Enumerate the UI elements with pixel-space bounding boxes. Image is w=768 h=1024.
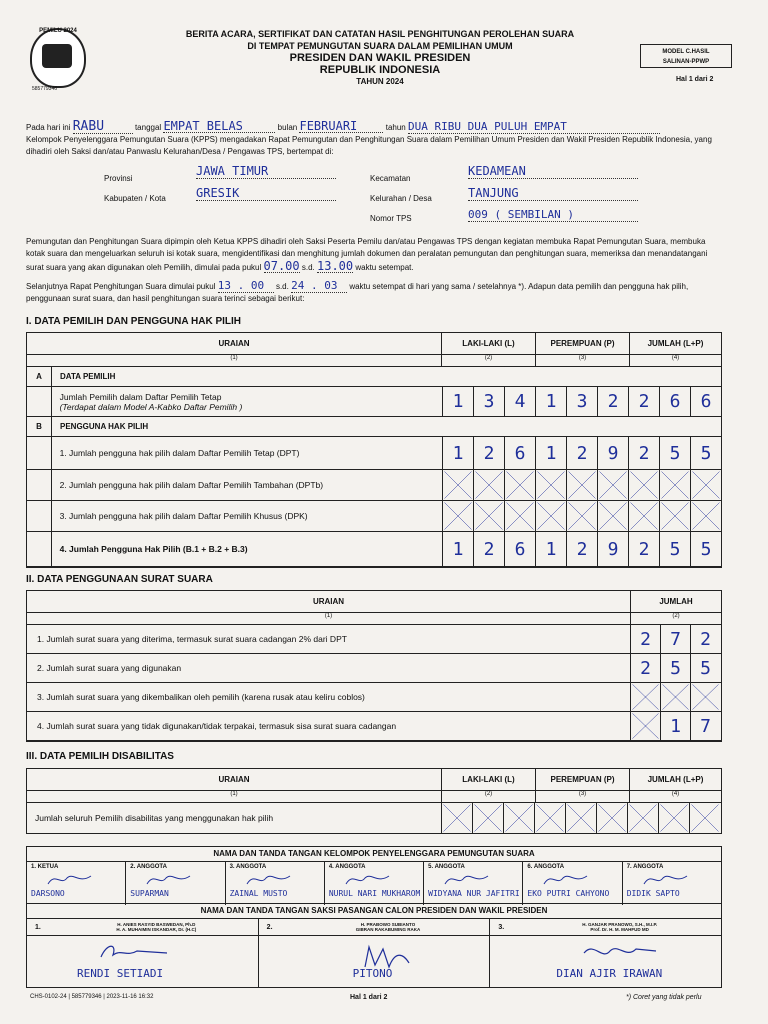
row-b4-p-digit: 9 [597, 532, 628, 566]
tahun-value: DUA RIBU DUA PULUH EMPAT [408, 121, 660, 134]
strike-x-icon [659, 803, 689, 833]
kpps-member [523, 862, 622, 905]
strike-x-icon [660, 501, 690, 531]
row-a1-jumlah [628, 387, 721, 416]
saksi-row [27, 919, 721, 988]
ss-row-3-jumlah [630, 683, 721, 711]
kpps-role: 1. KETUA [31, 864, 59, 870]
row-a1-p-digit: 3 [566, 387, 597, 416]
row-a1-text-2: (Terdapat dalam Model A-Kabko Daftar Pemilih ) [59, 401, 243, 412]
s3-col-uraian: URAIAN [218, 775, 250, 784]
num-1: (1) [230, 355, 238, 361]
s3-num-1: (1) [230, 791, 238, 797]
strike-x-icon [691, 470, 721, 500]
page-indicator: Hal 1 dari 2 [676, 76, 714, 83]
s2-col-uraian: URAIAN [312, 597, 345, 606]
kpps-member [424, 862, 523, 905]
disabilitas-perempuan [534, 803, 627, 833]
kpps-role: 6. ANGGOTA [527, 864, 565, 870]
document-title [140, 28, 620, 88]
col-perempuan: PEREMPUAN (P) [535, 333, 629, 354]
ss-row-2 [27, 654, 721, 683]
section2-number-row [27, 613, 721, 625]
model-line-1: MODEL C.HASIL [662, 49, 710, 55]
disabilitas-laki [441, 803, 534, 833]
provinsi-value: JAWA TIMUR [196, 164, 336, 179]
ss-row-1-digit: 2 [630, 625, 660, 653]
row-b2 [27, 470, 721, 501]
row-b2-laki [442, 470, 535, 500]
saksi-2-signer: PITONO [352, 967, 393, 980]
row-b1-p-digit: 2 [566, 437, 597, 469]
col-laki: LAKI-LAKI (L) [441, 333, 535, 354]
row-a1-l-digit: 3 [473, 387, 504, 416]
ss-row-2-label: 2. Jumlah surat suara yang digunakan [37, 663, 182, 673]
kecamatan-value: KEDAMEAN [468, 164, 638, 179]
section2-title: II. DATA PENGGUNAAN SURAT SUARA [26, 574, 213, 585]
strike-x-icon [598, 470, 628, 500]
s3-col-jumlah: JUMLAH (L+P) [629, 769, 721, 790]
kpps-name: NURUL NARI MUKHAROM [328, 890, 421, 898]
section3-title: III. DATA PEMILIH DISABILITAS [26, 751, 174, 762]
strike-x-icon [691, 683, 720, 711]
rapat-paragraph [26, 236, 726, 274]
row-b4-l-digit: 6 [504, 532, 535, 566]
strike-x-icon [597, 803, 627, 833]
saksi-1-signer: RENDI SETIADI [77, 967, 164, 980]
kpps-signature [541, 870, 591, 888]
ss-row-2-digit: 5 [690, 654, 720, 682]
s3-num-3: (3) [535, 791, 629, 802]
group-b-title: PENGGUNA HAK PILIH [60, 422, 149, 431]
footer-code: CHS-0102-24 | 585779346 | 2023-11-16 16:32 [30, 994, 154, 1000]
kpps-name: ZAINAL MUSTO [229, 890, 288, 898]
row-b1-label [52, 437, 442, 469]
kpps-signature [442, 870, 492, 888]
section2-header-row [27, 591, 721, 613]
row-b1-l-digit: 1 [442, 437, 473, 469]
bulan-value: FEBRUARI [299, 120, 383, 133]
kpps-name: DIDIK SAPTO [626, 890, 680, 898]
kpps-role: 2. ANGGOTA [130, 864, 167, 870]
kecamatan-label: Kecamatan [370, 174, 411, 183]
strike-x-icon [660, 470, 690, 500]
strike-x-icon [629, 501, 659, 531]
row-b1-l-digit: 2 [473, 437, 504, 469]
group-a-letter: A [27, 367, 52, 386]
row-b4-p-digit: 1 [535, 532, 566, 566]
section3-table [26, 768, 722, 834]
start-time: 07.00 [263, 259, 300, 273]
title-line-3: PRESIDEN DAN WAKIL PRESIDEN [289, 52, 471, 64]
strike-x-icon [474, 470, 504, 500]
kpps-signature [244, 870, 294, 888]
kpps-name: WIDYANA NUR JAFITRI [428, 890, 520, 898]
col-uraian: URAIAN [218, 339, 250, 348]
intro-text: Kelompok Penyelenggara Pemungutan Suara (KPPS) mengadakan Rapat Pemungutan dan Penghitungan Suara dalam Pemilihan Umum Presiden dan Wakil Presiden Republik Indonesia, yang dihadiri oleh Saksi dan/atau Panwaslu Kelurahan/Desa / Pengawas TPS, bertempat di: [26, 135, 712, 156]
strike-x-icon [629, 470, 659, 500]
kpps-signature [45, 870, 95, 888]
row-b3-j-crossed-cell [628, 501, 659, 531]
saksi-2 [259, 919, 491, 988]
strike-x-icon [536, 501, 566, 531]
row-b3-laki [442, 501, 535, 531]
kpps-role: 7. ANGGOTA [626, 864, 664, 870]
row-b3-l-crossed-cell [442, 501, 473, 531]
row-b4-l-digit: 2 [473, 532, 504, 566]
kpps-name: EKO PUTRI CAHYONO [527, 890, 610, 898]
row-b4-j-digit: 5 [659, 532, 690, 566]
ss-row-4-label: 4. Jumlah surat suara yang tidak digunakan/tidak terpakai, termasuk sisa surat suara cadangan [37, 721, 397, 731]
strike-x-icon [442, 803, 472, 833]
row-b1-j-digit: 5 [659, 437, 690, 469]
row-a1-j-digit: 2 [628, 387, 659, 416]
group-a [27, 367, 721, 387]
row-b3-l-crossed-cell [504, 501, 535, 531]
dis-p-crossed-cell [596, 803, 627, 833]
count-end-time: 24 . 03 [291, 280, 347, 293]
row-b3-text-1: 3. Jumlah pengguna hak pilih dalam Daftar Pemilih Khusus (DPK) [59, 511, 308, 521]
row-a1-l-digit: 1 [442, 387, 473, 416]
ss-row-2-jumlah [630, 654, 721, 682]
dis-j-crossed-cell [658, 803, 689, 833]
s3-col-perempuan: PEREMPUAN (P) [535, 769, 629, 790]
dis-j-crossed-cell [689, 803, 720, 833]
strike-x-icon [567, 501, 597, 531]
ballot-box-icon [42, 44, 72, 68]
model-line-2: SALINAN-PPWP [662, 59, 710, 65]
sd-label-2: s.d. [275, 282, 289, 291]
dis-p-crossed-cell [565, 803, 596, 833]
kpu-logo [30, 28, 86, 88]
rapat-text: Pemungutan dan Penghitungan Suara dipimpin oleh Ketua KPPS dihadiri oleh Saksi Peserta Pemilu dan/atau Pengawas TPS dengan kegiatan membuka Rapat Pemungutan Suara, membuka kotak suara dan mengeluarkan seluruh isi kotak suara, mengidentifikasi dan menghitung jumlah dokumen dan peralatan pemungutan dan penghitungan suara, memeriksa dan menandatangani surat suara yang akan digunakan oleh Pemilih, dimulai pada pukul [26, 237, 708, 272]
num-4: (4) [629, 355, 721, 366]
kelurahan-value: TANJUNG [468, 186, 638, 201]
ss-row-4-digit: 7 [690, 712, 720, 740]
strike-x-icon [690, 803, 720, 833]
strike-x-icon [631, 712, 660, 740]
strike-x-icon [567, 470, 597, 500]
saksi-3-signer: DIAN AJIR IRAWAN [556, 967, 663, 980]
kpps-signature [144, 870, 194, 888]
row-b3 [27, 501, 721, 532]
row-b2-p-crossed-cell [566, 470, 597, 500]
strike-x-icon [566, 803, 596, 833]
tanggal-label: tanggal [134, 123, 162, 132]
saksi-signature-box [26, 904, 722, 988]
waktu-label: waktu setempat. [355, 263, 414, 272]
count-start-label: Selanjutnya Rapat Penghitungan Suara dimulai pukul [26, 282, 216, 291]
section2-table [26, 590, 722, 742]
row-b1 [27, 437, 721, 470]
group-b-letter: B [27, 417, 52, 436]
section3-header-row [27, 769, 721, 791]
dis-l-crossed-cell [472, 803, 503, 833]
row-b2-l-crossed-cell [473, 470, 504, 500]
saksi-3-names: H. GANJAR PRANOWO, S.H., M.I.P. Prof. Dr. H. M. MAHFUD MD [582, 922, 658, 932]
footer-note: *) Coret yang tidak perlu [626, 994, 702, 1001]
row-a1-l-digit: 4 [504, 387, 535, 416]
row-b4-j-digit: 2 [628, 532, 659, 566]
provinsi-label: Provinsi [104, 174, 133, 183]
saksi-1-no: 1. [35, 923, 41, 931]
title-line-2: DI TEMPAT PEMUNGUTAN SUARA DALAM PEMILIHAN UMUM [247, 41, 513, 51]
row-b1-perempuan [535, 437, 628, 469]
kpps-name: SUPARMAN [130, 890, 169, 898]
ss-row-4-crossed-cell [630, 712, 660, 740]
s2-num-2: (2) [630, 613, 721, 624]
num-3: (3) [535, 355, 629, 366]
row-b3-jumlah [628, 501, 721, 531]
kpps-member [126, 862, 225, 905]
strike-x-icon [535, 803, 565, 833]
title-line-1: BERITA ACARA, SERTIFIKAT DAN CATATAN HASIL PENGHITUNGAN PEROLEHAN SUARA [185, 29, 575, 39]
kabupaten-label: Kabupaten / Kota [104, 194, 166, 203]
saksi-2-no: 2. [266, 923, 273, 931]
saksi-1-signature [97, 939, 177, 965]
kpps-role: 5. ANGGOTA [428, 864, 465, 870]
saksi-2-names: H. PRABOWO SUBIANTO GIBRAN RAKABUMING RAKA [355, 922, 421, 932]
strike-x-icon [536, 470, 566, 500]
row-a1-perempuan [535, 387, 628, 416]
ss-row-1-digit: 7 [660, 625, 690, 653]
kpps-member [27, 862, 126, 905]
count-start-time: 13 . 00 [218, 280, 274, 293]
strike-x-icon [631, 683, 660, 711]
row-a1 [27, 387, 721, 417]
dis-p-crossed-cell [534, 803, 565, 833]
row-b3-l-crossed-cell [473, 501, 504, 531]
ss-row-2-digit: 2 [630, 654, 660, 682]
ss-row-4 [27, 712, 721, 741]
kpps-role: 4. ANGGOTA [328, 864, 366, 870]
kpps-member [325, 862, 424, 905]
row-b2-p-crossed-cell [597, 470, 628, 500]
count-end-text: waktu setempat di hari yang sama / setelahnya *). Adapun data pemilih dan pengguna hak pilih, penggunaan surat suara, dan hasil penghitungan suara terinci sebagai berikut: [26, 282, 689, 303]
pada-hari-label: Pada hari ini [26, 123, 71, 132]
kpps-title: NAMA DAN TANDA TANGAN KELOMPOK PENYELENGGARA PEMUNGUTAN SUARA [27, 847, 721, 862]
dis-l-crossed-cell [503, 803, 534, 833]
group-a-title: DATA PEMILIH [60, 372, 116, 381]
row-b2-l-crossed-cell [504, 470, 535, 500]
row-a1-p-digit: 2 [597, 387, 628, 416]
kpps-name: DARSONO [31, 890, 65, 898]
end-time: 13.00 [317, 259, 354, 273]
strike-x-icon [505, 501, 535, 531]
kpps-role: 3. ANGGOTA [229, 864, 267, 870]
bulan-label: bulan [277, 123, 298, 132]
ss-row-4-jumlah [630, 712, 721, 740]
ss-row-2-digit: 5 [660, 654, 690, 682]
section1-table [26, 332, 722, 568]
row-b3-p-crossed-cell [535, 501, 566, 531]
disabilitas-label: Jumlah seluruh Pemilih disabilitas yang menggunakan hak pilih [35, 813, 274, 823]
saksi-3-signature [580, 939, 660, 965]
row-b4-p-digit: 2 [566, 532, 597, 566]
kpps-signature [641, 870, 691, 888]
row-b4-laki [442, 532, 535, 566]
col-jumlah: JUMLAH (L+P) [629, 333, 721, 354]
row-b4-text-1: 4. Jumlah Pengguna Hak Pilih (B.1 + B.2 + B.3) [59, 544, 248, 554]
row-b2-j-crossed-cell [659, 470, 690, 500]
row-b3-p-crossed-cell [597, 501, 628, 531]
row-b2-j-crossed-cell [628, 470, 659, 500]
strike-x-icon [505, 470, 535, 500]
row-b1-jumlah [628, 437, 721, 469]
strike-x-icon [691, 501, 721, 531]
row-b3-perempuan [535, 501, 628, 531]
ss-row-3-crossed-cell [630, 683, 660, 711]
row-b2-label [52, 470, 442, 500]
group-b [27, 417, 721, 437]
row-b1-laki [442, 437, 535, 469]
strike-x-icon [598, 501, 628, 531]
strike-x-icon [473, 803, 503, 833]
section3-number-row [27, 791, 721, 803]
ss-row-1-digit: 2 [690, 625, 720, 653]
footer-page: Hal 1 dari 2 [350, 994, 388, 1001]
dis-l-crossed-cell [441, 803, 472, 833]
s2-col-jumlah: JUMLAH [630, 591, 721, 612]
row-b1-p-digit: 1 [535, 437, 566, 469]
row-b1-text-1: 1. Jumlah pengguna hak pilih dalam Daftar Pemilih Tetap (DPT) [59, 448, 300, 458]
row-b4-j-digit: 5 [690, 532, 721, 566]
ss-row-1-jumlah [630, 625, 721, 653]
ss-row-3-crossed-cell [660, 683, 690, 711]
kpps-member [623, 862, 721, 905]
s3-num-2: (2) [441, 791, 535, 802]
ss-row-3-crossed-cell [690, 683, 720, 711]
row-a1-p-digit: 1 [535, 387, 566, 416]
intro-date-line [26, 120, 726, 134]
saksi-1 [27, 919, 259, 988]
s3-col-laki: LAKI-LAKI (L) [441, 769, 535, 790]
num-2: (2) [441, 355, 535, 366]
tps-value: 009 ( SEMBILAN ) [468, 208, 638, 222]
row-a1-text-1: Jumlah Pemilih dalam Daftar Pemilih Tetap [59, 391, 222, 402]
penghitungan-paragraph [26, 280, 726, 305]
saksi-3 [490, 919, 721, 988]
ss-row-4-digit: 1 [660, 712, 690, 740]
hari-value: RABU [73, 121, 133, 134]
row-b4-label [52, 532, 442, 566]
saksi-1-names: H. ANIES RASYID BASWEDAN, Ph.D H. A. MUHAIMIN ISKANDAR, Dr. (H.C) [116, 922, 197, 932]
kpps-members [27, 862, 721, 905]
row-b1-l-digit: 6 [504, 437, 535, 469]
dis-j-crossed-cell [627, 803, 658, 833]
section1-number-row [27, 355, 721, 367]
row-b3-p-crossed-cell [566, 501, 597, 531]
ss-row-3-label: 3. Jumlah surat suara yang dikembalikan oleh pemilih (karena rusak atau keliru coblos) [37, 692, 365, 702]
ss-row-1-label: 1. Jumlah surat suara yang diterima, termasuk surat suara cadangan 2% dari DPT [37, 634, 347, 644]
row-b3-label [52, 501, 442, 531]
ss-row-1 [27, 625, 721, 654]
section1-title: I. DATA PEMILIH DAN PENGGUNA HAK PILIH [26, 316, 241, 327]
tahun-label: tahun [385, 123, 406, 132]
strike-x-icon [504, 803, 534, 833]
row-a1-laki [442, 387, 535, 416]
kpps-signature-box [26, 846, 722, 904]
row-b4 [27, 532, 721, 567]
row-b2-text-1: 2. Jumlah pengguna hak pilih dalam Daftar Pemilih Tambahan (DPTb) [59, 480, 324, 490]
row-b2-l-crossed-cell [442, 470, 473, 500]
saksi-2-signature [359, 941, 419, 971]
row-a1-j-digit: 6 [659, 387, 690, 416]
saksi-title: NAMA DAN TANDA TANGAN SAKSI PASANGAN CALON PRESIDEN DAN WAKIL PRESIDEN [27, 904, 721, 919]
saksi-3-no: 3. [498, 923, 505, 931]
tps-label: Nomor TPS [370, 214, 412, 223]
kpps-member [226, 862, 325, 905]
row-a1-j-digit: 6 [690, 387, 721, 416]
kpps-signature [343, 870, 393, 888]
row-b2-jumlah [628, 470, 721, 500]
title-line-4: REPUBLIK INDONESIA [319, 64, 441, 76]
title-line-5: TAHUN 2024 [356, 77, 404, 86]
tanggal-value: EMPAT BELAS [163, 120, 275, 133]
section1-header-row [27, 333, 721, 355]
row-b1-j-digit: 5 [690, 437, 721, 469]
row-b2-p-crossed-cell [535, 470, 566, 500]
row-b3-j-crossed-cell [659, 501, 690, 531]
s3-num-4: (4) [629, 791, 721, 802]
strike-x-icon [628, 803, 658, 833]
row-b3-j-crossed-cell [690, 501, 721, 531]
row-b2-j-crossed-cell [690, 470, 721, 500]
row-b1-j-digit: 2 [628, 437, 659, 469]
kelurahan-label: Kelurahan / Desa [370, 194, 432, 203]
row-b4-perempuan [535, 532, 628, 566]
kabupaten-value: GRESIK [196, 186, 336, 201]
row-a1-label [52, 387, 442, 416]
row-b1-p-digit: 9 [597, 437, 628, 469]
disabilitas-jumlah [627, 803, 721, 833]
row-b4-jumlah [628, 532, 721, 566]
sd-label: s.d. [301, 263, 315, 272]
row-b4-l-digit: 1 [442, 532, 473, 566]
strike-x-icon [661, 683, 690, 711]
serial-number: 585779346 [32, 86, 58, 92]
logo-caption: PEMILU 2024 [39, 28, 77, 34]
ss-row-3 [27, 683, 721, 712]
strike-x-icon [443, 470, 473, 500]
disabilitas-row [27, 803, 721, 833]
model-box [640, 44, 732, 68]
strike-x-icon [443, 501, 473, 531]
row-b2-perempuan [535, 470, 628, 500]
strike-x-icon [474, 501, 504, 531]
s2-num-1: (1) [324, 613, 333, 619]
